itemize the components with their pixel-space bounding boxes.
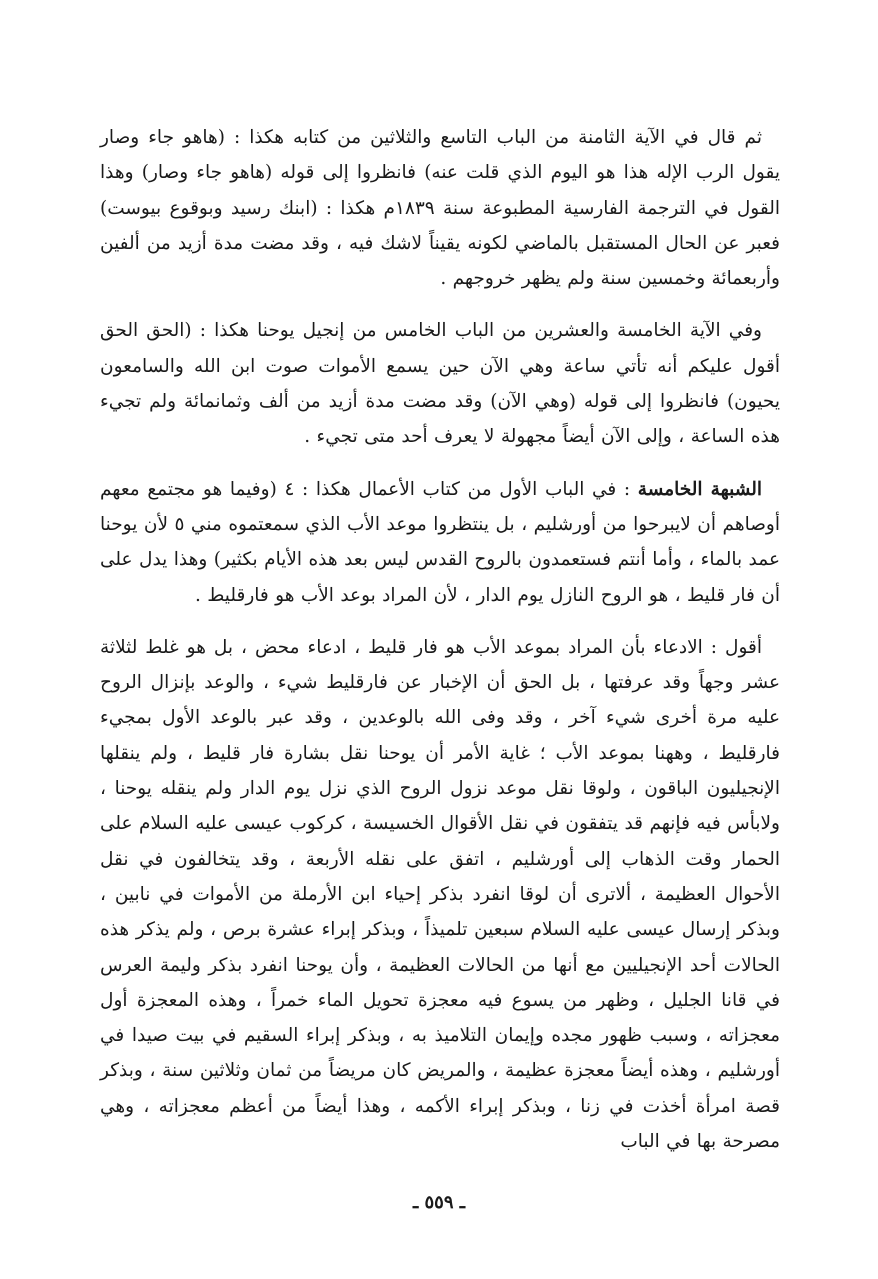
section-heading: الشبهة الخامسة	[637, 478, 762, 500]
paragraph-1-text: ثم قال في الآية الثامنة من الباب التاسع والثلاثين من كتابه هكذا : (هاهو جاء وصار يقول الرب الإله هذا هو اليوم الذي قلت عنه) فانظروا إلى قوله (هاهو جاء وصار) وهذا القول في الترجمة الفارسية المطبوعة سنة ١٨٣٩م هكذا : (ابنك رسيد وبوقوع بيوست) فعبر عن الحال المستقبل بالماضي لكونه يقيناً لاشك فيه ، وقد مضت مدة أزيد من ألفين وأربعمائة وخمسين سنة ولم يظهر خروجهم .	[100, 127, 780, 290]
paragraph-4-text: أقول : الادعاء بأن المراد بموعد الأب هو فار قليط ، ادعاء محض ، بل هو غلط لثلاثة عشر وجهاً وقد عرفتها ، بل الحق أن الإخبار عن فارقليط شيء ، والوعد بإنزال الروح عليه مرة أخرى شيء آخر ، وقد وفى الله بالوعدين ، وقد عبر بالوعد الأول بمجيء فارقليط ، وههنا بموعد الأب ؛ غاية الأمر أن يوحنا نقل بشارة فار قليط ، ولم ينقلها الإنجيليون الباقون ، ولوقا نقل موعد نزول الروح الذي نزل يوم الدار ولم ينقله يوحنا ، ولابأس فيه فإنهم قد يتفقون في نقل الأقوال الخسيسة ، كركوب عيسى عليه السلام على الحمار وقت الذهاب إلى أورشليم ، اتفق على نقله الأربعة ، وقد يتخالفون في نقل الأحوال العظيمة ، ألاترى أن لوقا انفرد بذكر إحياء ابن الأرملة من الأموات في نابين ، وبذكر إرسال عيسى عليه السلام سبعين تلميذاً ، وبذكر إبراء عشرة برص ، ولم يذكر هذه الحالات أحد الإنجيليين مع أنها من الحالات العظيمة ، وأن يوحنا انفرد بذكر وليمة العرس في قانا الجليل ، وظهر من يسوع فيه معجزة تحويل الماء خمراً ، وهذه المعجزة أول معجزاته ، وسبب ظهور مجده وإيمان التلاميذ به ، وبذكر إبراء السقيم في بيت صيدا في أورشليم ، وهذه أيضاً معجزة عظيمة ، والمريض كان مريضاً من ثمان وثلاثين سنة ، وبذكر قصة امرأة أخذت في زنا ، وبذكر إبراء الأكمه ، وهذا أيضاً من أعظم معجزاته ، وهي مصرحة بها في الباب	[100, 636, 780, 1153]
paragraph-3-text: : في الباب الأول من كتاب الأعمال هكذا : ٤ (وفيما هو مجتمع معهم أوصاهم أن لايبرحوا من أورشليم ، بل ينتظروا موعد الأب الذي سمعتموه مني ٥ لأن يوحنا عمد بالماء ، وأما أنتم فستعمدون بالروح القدس ليس بعد هذه الأيام بكثير) وهذا يدل على أن فار قليط ، هو الروح النازل يوم الدار ، لأن المراد بوعد الأب هو فارقليط .	[100, 478, 780, 606]
paragraph-4	[100, 630, 780, 1159]
page-number: ـ ٥٥٩ ـ	[412, 1192, 466, 1213]
paragraph-2-text: وفي الآية الخامسة والعشرين من الباب الخامس من إنجيل يوحنا هكذا : (الحق الحق أقول عليكم أنه تأتي ساعة وهي الآن حين يسمع الأموات صوت ابن الله والسامعون يحيون) فانظروا إلى قوله (وهي الآن) وقد مضت مدة أزيد من ألف وثمانمائة ولم تجيء هذه الساعة ، وإلى الآن أيضاً مجهولة لا يعرف أحد متى تجيء .	[100, 320, 780, 448]
paragraph-3	[100, 472, 780, 613]
paragraph-2	[100, 313, 780, 454]
book-page-text	[100, 108, 780, 1248]
paragraph-1	[100, 120, 780, 296]
